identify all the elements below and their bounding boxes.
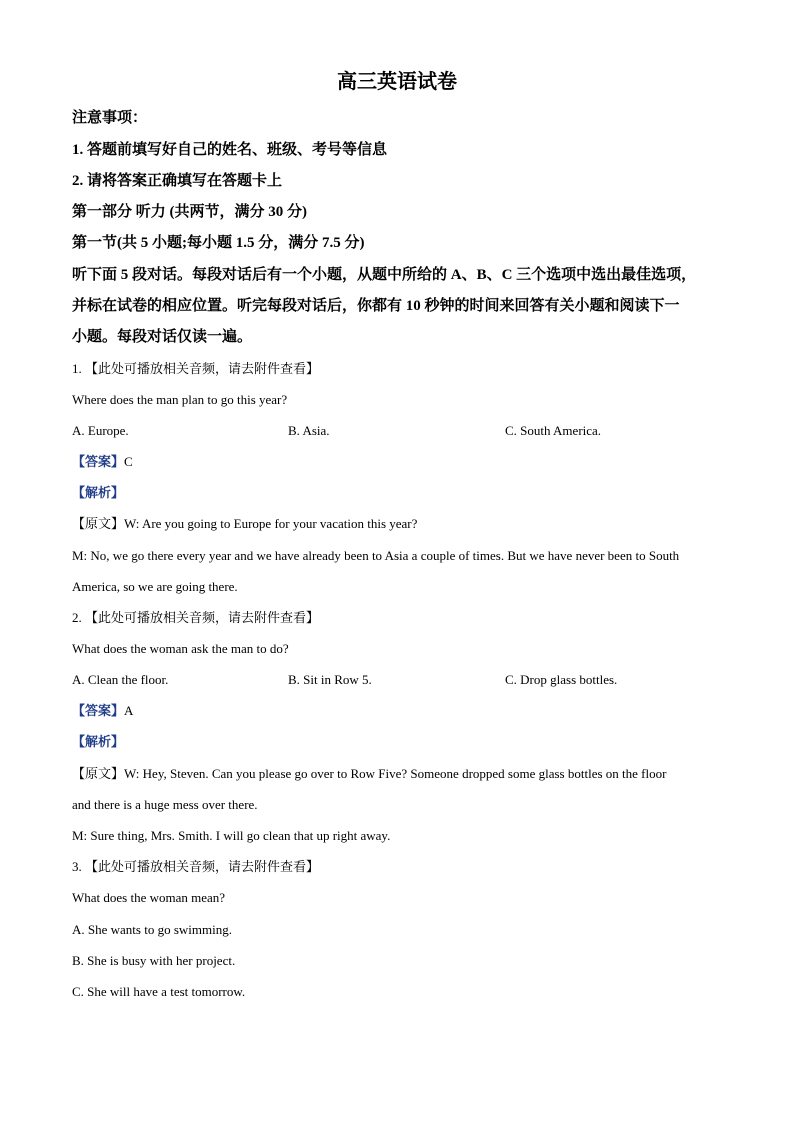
q2-option-c: C. Drop glass bottles. (505, 672, 618, 687)
q1-answer (72, 452, 133, 472)
q3-option-c: C. She will have a test tomorrow. (72, 984, 246, 999)
q2-question: What does the woman ask the man to do? (72, 641, 289, 656)
answer-value: C (124, 454, 133, 469)
q2-transcript-line-1 (72, 764, 666, 784)
q1-option-b: B. Asia. (288, 423, 330, 438)
original-tag: 【原文】 (72, 766, 125, 781)
q3-option-a: A. She wants to go swimming. (72, 922, 232, 937)
answer-value: A (124, 703, 134, 718)
instructions-line-3: 小题。每段对话仅读一遍。 (72, 329, 253, 345)
section-heading: 第一节(共 5 小题;每小题 1.5 分，满分 7.5 分) (72, 235, 365, 251)
q3-question: What does the woman mean? (72, 890, 226, 905)
q1-question: Where does the man plan to go this year? (72, 392, 288, 407)
q3-header: 3. 【此处可播放相关音频，请去附件查看】 (72, 859, 320, 874)
notice-item-2: 2. 请将答案正确填写在答题卡上 (72, 173, 283, 189)
q1-header: 1. 【此处可播放相关音频，请去附件查看】 (72, 361, 320, 376)
q1-analysis (72, 483, 124, 503)
q1-option-c: C. South America. (505, 423, 602, 438)
q2-answer (72, 701, 133, 721)
q2-option-b: B. Sit in Row 5. (288, 672, 372, 687)
instructions-line-2: 并标在试卷的相应位置。听完每段对话后，你都有 10 秒钟的时间来回答有关小题和阅读下一 (72, 298, 680, 314)
q3-option-b: B. She is busy with her project. (72, 953, 236, 968)
answer-tag: 【答案】 (72, 454, 125, 469)
transcript-text: W: Hey, Steven. Can you please go over to Row Five? Someone dropped some glass bottles on the floor (124, 766, 667, 781)
instructions-line-1: 听下面 5 段对话。每段对话后有一个小题，从题中所给的 A、B、C 三个选项中选出最佳选项， (72, 267, 697, 283)
analysis-tag: 【解析】 (72, 485, 125, 500)
transcript-text: W: Are you going to Europe for your vacation this year? (124, 516, 418, 531)
q1-option-a: A. Europe. (72, 423, 129, 438)
q2-option-a: A. Clean the floor. (72, 672, 169, 687)
notice-heading: 注意事项： (72, 110, 148, 126)
answer-tag: 【答案】 (72, 703, 125, 718)
notice-item-1: 1. 答题前填写好自己的姓名、班级、考号等信息 (72, 142, 388, 158)
analysis-tag: 【解析】 (72, 734, 125, 749)
q2-transcript-line-3: M: Sure thing, Mrs. Smith. I will go clean that up right away. (72, 828, 391, 843)
part-heading: 第一部分 听力 (共两节，满分 30 分) (72, 204, 307, 220)
q2-transcript-line-2: and there is a huge mess over there. (72, 797, 258, 812)
page-title: 高三英语试卷 (337, 71, 457, 93)
q2-header: 2. 【此处可播放相关音频，请去附件查看】 (72, 610, 320, 625)
q2-analysis (72, 732, 124, 752)
q1-transcript-line-1 (72, 514, 417, 534)
original-tag: 【原文】 (72, 516, 125, 531)
q1-transcript-line-2: M: No, we go there every year and we have already been to Asia a couple of times. But we have never been to South (72, 548, 680, 563)
q1-transcript-line-3: America, so we are going there. (72, 579, 238, 594)
